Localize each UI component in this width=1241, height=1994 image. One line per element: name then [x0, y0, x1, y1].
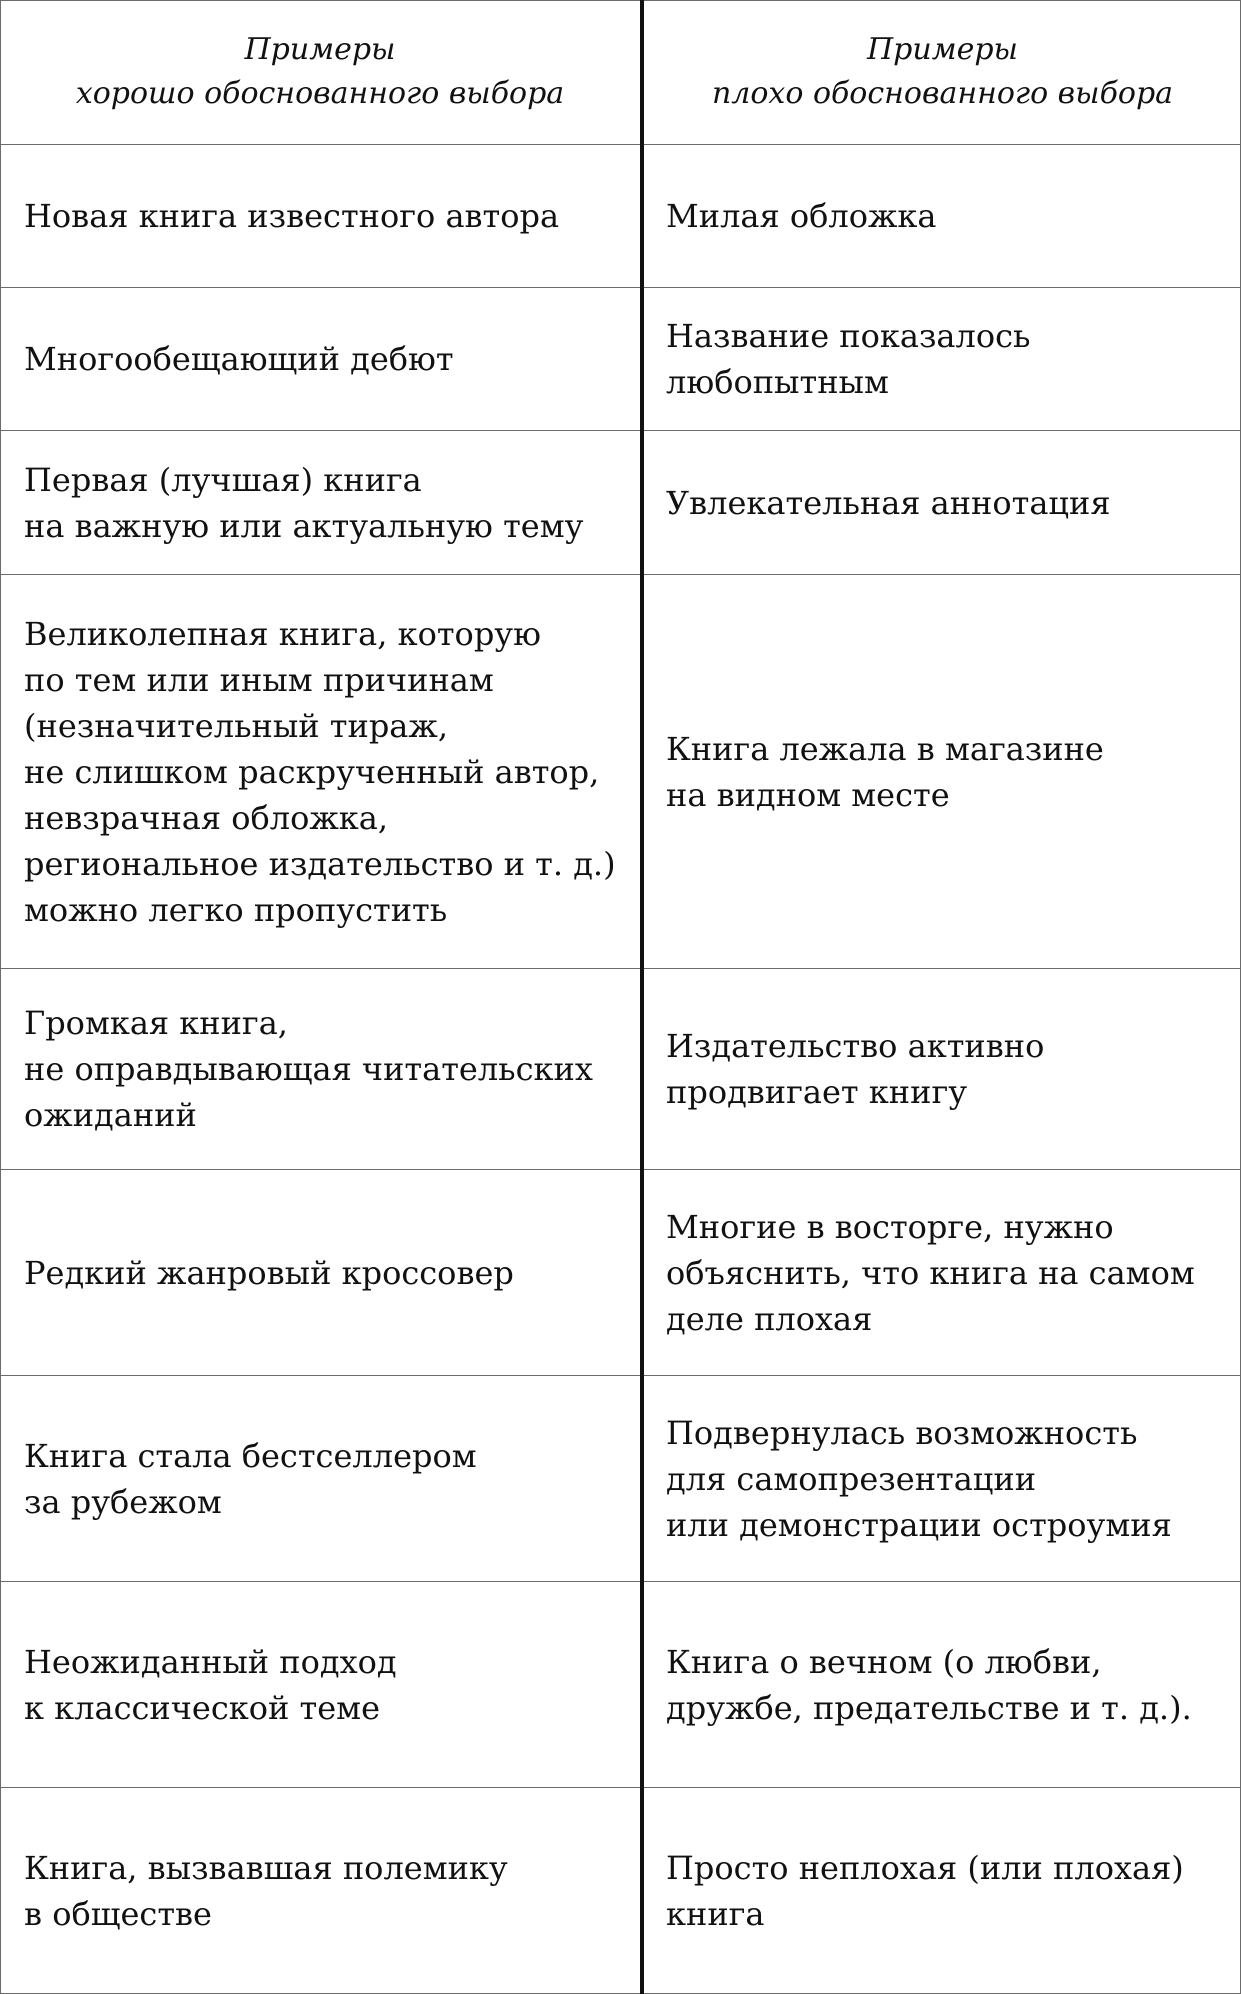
column-divider: [640, 0, 644, 1994]
good-choice-cell: Громкая книга, не оправдывающая читательских ожиданий: [24, 1004, 593, 1134]
table-row: [0, 145, 1241, 287]
bad-choice-cell: Издательство активно продвигает книгу: [666, 1027, 1045, 1111]
table-row: [0, 1376, 1241, 1581]
header-good-choice: Примеры хорошо обоснованного выбора: [75, 32, 565, 111]
bad-choice-cell: Милая обложка: [666, 197, 937, 235]
bad-choice-cell: Увлекательная аннотация: [666, 483, 1111, 522]
bad-choice-cell: Просто неплохая (или плохая) книга: [666, 1848, 1184, 1933]
good-choice-cell: Великолепная книга, которую по тем или иным причинам (незначительный тираж, не слишком раскрученный автор, невзрачная обложка, региональное издательство и т. д.) можно легко пропустить: [24, 614, 616, 929]
bad-choice-cell: Книга лежала в магазине на видном месте: [666, 729, 1104, 814]
bad-choice-cell: Подвернулась возможность для самопрезентации или демонстрации остроумия: [666, 1413, 1172, 1544]
good-choice-cell: Первая (лучшая) книга на важную или актуальную тему: [24, 460, 584, 545]
header-bad-choice: Примеры плохо обоснованного выбора: [711, 32, 1174, 111]
good-choice-cell: Неожиданный подход к классической теме: [24, 1642, 397, 1727]
table-row: [0, 1788, 1241, 1993]
bad-choice-cell: Многие в восторге, нужно объяснить, что книга на самом деле плохая: [666, 1207, 1195, 1338]
table-row: [0, 1170, 1241, 1375]
table-row: [0, 575, 1241, 968]
bad-choice-cell: Книга о вечном (о любви, дружбе, предательстве и т. д.).: [666, 1642, 1192, 1727]
table-row: [0, 431, 1241, 574]
table-row: [0, 1582, 1241, 1787]
bad-choice-cell: Название показалось любопытным: [666, 317, 1031, 401]
good-choice-cell: Книга стала бестселлером за рубежом: [24, 1436, 477, 1521]
good-choice-cell: Новая книга известного автора: [24, 197, 560, 235]
table-header-row: [0, 0, 1241, 144]
good-choice-cell: Книга, вызвавшая полемику в обществе: [24, 1848, 508, 1933]
good-choice-cell: Многообещающий дебют: [24, 340, 454, 378]
table-row: [0, 969, 1241, 1169]
table-row: [0, 288, 1241, 430]
good-choice-cell: Редкий жанровый кроссовер: [24, 1253, 514, 1292]
